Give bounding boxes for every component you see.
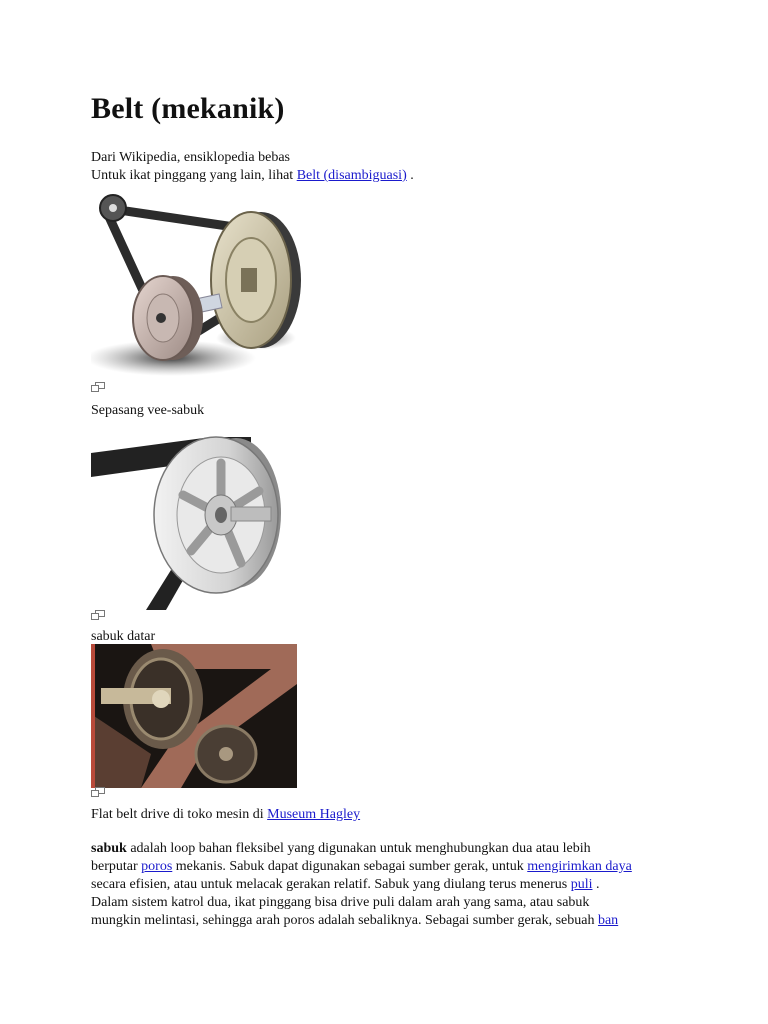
enlarge-icon[interactable] [91,610,105,620]
body-text: adalah loop bahan fleksibel yang digunakan untuk menghubungkan dua atau lebih [126,841,591,856]
mengirimkan-daya-link[interactable]: mengirimkan daya [527,859,632,874]
caption-prefix: Flat belt drive di toko mesin di [91,807,268,822]
body-text: . [592,877,600,892]
poros-link[interactable]: poros [141,859,173,874]
term-bold: sabuk [91,841,127,856]
figure-machine-shop-photo [91,644,297,788]
figure-caption [91,806,360,823]
puli-link[interactable]: puli [570,877,593,892]
hatnote-prefix: Untuk ikat pinggang yang lain, lihat [91,168,297,183]
figure-flat-belt-image [91,425,286,610]
figure-caption: Sepasang vee-sabuk [91,403,205,418]
ban-link[interactable]: ban [597,913,619,928]
enlarge-icon[interactable] [91,787,105,797]
body-text: mungkin melintasi, sehingga arah poros adalah sebaliknya. Sebagai sumber gerak, sebuah [91,913,598,928]
body-text: mekanis. Sabuk dapat digunakan sebagai sumber gerak, untuk [172,859,528,874]
page-title: Belt (mekanik) [91,92,285,125]
intro-paragraph [91,840,681,930]
body-text: Dalam sistem katrol dua, ikat pinggang bisa drive puli dalam arah yang sama, atau sabuk [91,895,590,910]
disambiguation-link[interactable]: Belt (disambiguasi) [296,168,407,183]
figure-caption: sabuk datar [91,629,156,644]
enlarge-icon[interactable] [91,382,105,392]
figure-vee-belt-image [91,188,301,384]
hatnote [91,167,414,184]
museum-hagley-link[interactable]: Museum Hagley [267,807,361,822]
source-line: Dari Wikipedia, ensiklopedia bebas [91,150,291,165]
hatnote-suffix: . [406,168,414,183]
body-text: secara efisien, atau untuk melacak gerakan relatif. Sabuk yang diulang terus menerus [91,877,571,892]
body-text: berputar [91,859,142,874]
